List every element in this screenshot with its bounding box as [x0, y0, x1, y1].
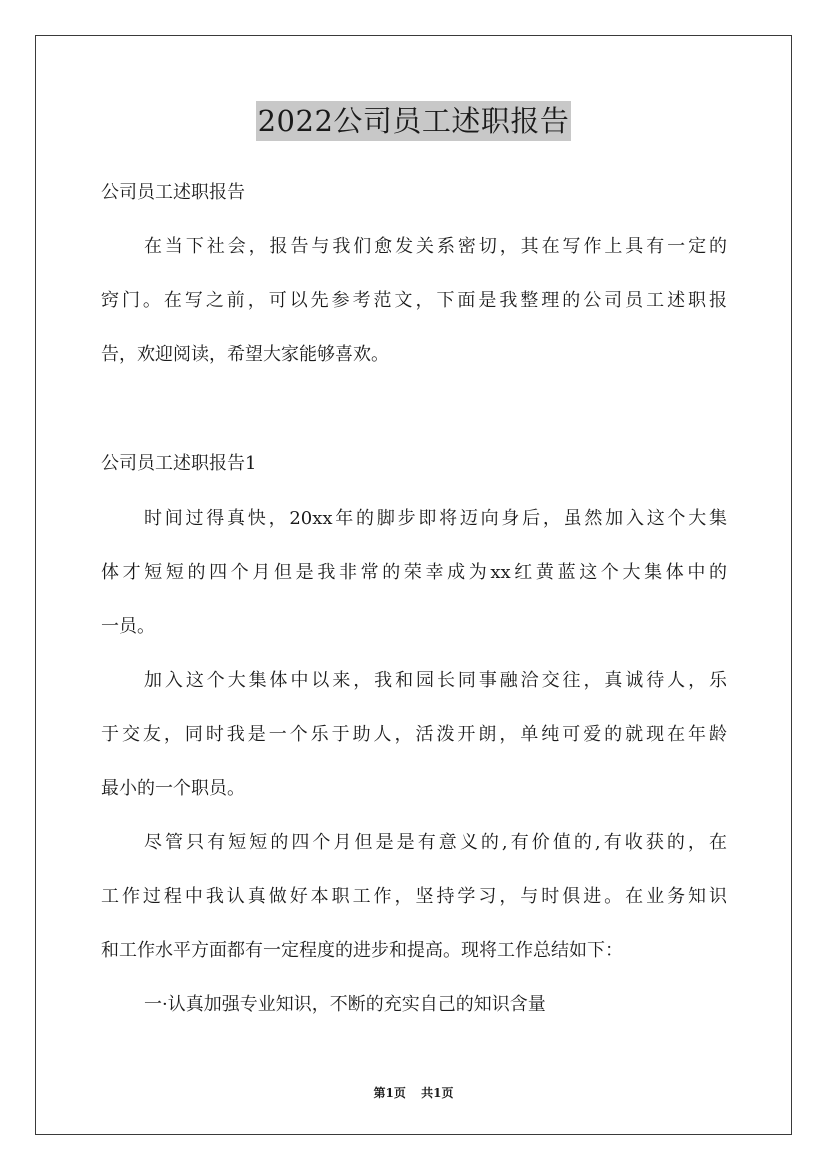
para1-line-3: 一员。 — [101, 616, 155, 637]
para3-line-1: 尽管只有短短的四个月但是是有意义的,有价值的,有收获的，在 — [144, 832, 727, 853]
subtitle-line: 公司员工述职报告 — [101, 182, 245, 203]
para2-line-3: 最小的一个职员。 — [101, 778, 245, 799]
intro-line-3: 告，欢迎阅读，希望大家能够喜欢。 — [101, 344, 389, 365]
para2-line-2: 于交友，同时我是一个乐于助人，活泼开朗，单纯可爱的就现在年龄 — [101, 724, 727, 745]
page-number: 第1页 — [373, 1086, 406, 1100]
document-title: 2022公司员工述职报告 — [256, 101, 572, 141]
page-total: 共1页 — [421, 1086, 454, 1100]
page-footer — [0, 1085, 827, 1101]
section-heading-1: 公司员工述职报告1 — [101, 453, 257, 474]
para1-line-2: 体才短短的四个月但是我非常的荣幸成为xx红黄蓝这个大集体中的 — [101, 562, 727, 583]
para3-line-2: 工作过程中我认真做好本职工作，坚持学习，与时俱进。在业务知识 — [101, 886, 727, 907]
para1-line-1: 时间过得真快，20xx年的脚步即将迈向身后，虽然加入这个大集 — [144, 508, 727, 529]
intro-line-2: 窍门。在写之前，可以先参考范文，下面是我整理的公司员工述职报 — [101, 290, 727, 311]
list-item-1: 一·认真加强专业知识，不断的充实自己的知识含量 — [144, 994, 546, 1015]
para2-line-1: 加入这个大集体中以来，我和园长同事融洽交往，真诚待人，乐 — [144, 670, 727, 691]
intro-line-1: 在当下社会，报告与我们愈发关系密切，其在写作上具有一定的 — [144, 236, 727, 257]
para3-line-3: 和工作水平方面都有一定程度的进步和提高。现将工作总结如下： — [101, 940, 623, 961]
title-container — [0, 101, 827, 141]
